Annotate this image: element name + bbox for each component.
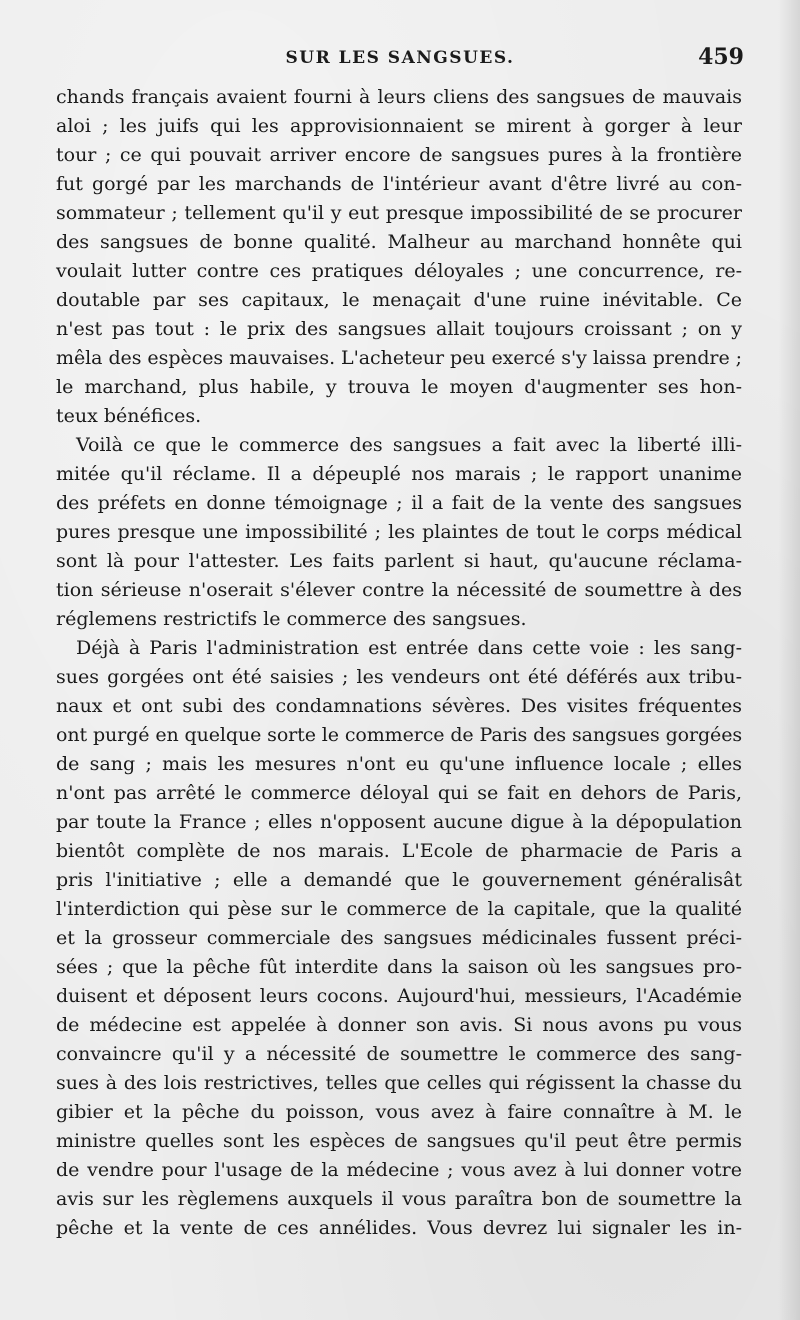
text-line: naux et ont subi des condamnations sévères. Des visites fréquentes <box>56 695 742 717</box>
text-line: aloi ; les juifs qui les approvisionnaient se mirent à gorger à leur <box>56 115 742 137</box>
text-line: pêche et la vente de ces annélides. Vous devrez lui signaler les in- <box>56 1217 742 1239</box>
text-line: sues gorgées ont été saisies ; les vendeurs ont été déférés aux tribu- <box>56 666 742 688</box>
text-line: sont là pour l'attester. Les faits parlent si haut, qu'aucune réclama- <box>56 550 742 572</box>
text-line: pris l'initiative ; elle a demandé que le gouvernement généralisât <box>56 869 742 891</box>
text-line: sées ; que la pêche fût interdite dans la saison où les sangsues pro- <box>56 956 742 978</box>
text-line: Voilà ce que le commerce des sangsues a fait avec la liberté illi- <box>76 434 742 456</box>
text-line: n'ont pas arrêté le commerce déloyal qui se fait en dehors de Paris, <box>56 782 742 804</box>
text-line: de médecine est appelée à donner son avis. Si nous avons pu vous <box>56 1014 742 1036</box>
page-number: 459 <box>698 44 744 70</box>
text-line: mêla des espèces mauvaises. L'acheteur peu exercé s'y laissa prendre ; <box>56 347 742 369</box>
text-line: et la grosseur commerciale des sangsues médicinales fussent préci- <box>56 927 742 949</box>
text-line: bientôt complète de nos marais. L'Ecole de pharmacie de Paris a <box>56 840 742 862</box>
text-line: mitée qu'il réclame. Il a dépeuplé nos marais ; le rapport unanime <box>56 463 742 485</box>
text-line: sommateur ; tellement qu'il y eut presque impossibilité de se procurer <box>56 202 742 224</box>
text-line: ministre quelles sont les espèces de sangsues qu'il peut être permis <box>56 1130 742 1152</box>
text-line: gibier et la pêche du poisson, vous avez à faire connaître à M. le <box>56 1101 742 1123</box>
text-line: de vendre pour l'usage de la médecine ; vous avez à lui donner votre <box>56 1159 742 1181</box>
text-line: duisent et déposent leurs cocons. Aujourd'hui, messieurs, l'Académie <box>56 985 742 1007</box>
text-line: ont purgé en quelque sorte le commerce de Paris des sangsues gorgées <box>56 724 742 746</box>
text-line: réglemens restrictifs le commerce des sangsues. <box>56 608 527 630</box>
text-line: tion sérieuse n'oserait s'élever contre la nécessité de soumettre à des <box>56 579 742 601</box>
text-line: teux bénéfices. <box>56 405 202 427</box>
text-line: avis sur les règlemens auxquels il vous paraîtra bon de soumettre la <box>56 1188 742 1210</box>
text-line: doutable par ses capitaux, le menaçait d'une ruine inévitable. Ce <box>56 289 742 311</box>
text-line: des préfets en donne témoignage ; il a fait de la vente des sangsues <box>56 492 742 514</box>
text-line: l'interdiction qui pèse sur le commerce de la capitale, que la qualité <box>56 898 742 920</box>
body-text <box>56 83 742 1243</box>
text-line: fut gorgé par les marchands de l'intérieur avant d'être livré au con- <box>56 173 742 195</box>
text-line: Déjà à Paris l'administration est entrée dans cette voie : les sang- <box>76 637 742 659</box>
running-head <box>56 44 744 74</box>
text-line: voulait lutter contre ces pratiques déloyales ; une concurrence, re- <box>56 260 742 282</box>
text-line: n'est pas tout : le prix des sangsues allait toujours croissant ; on y <box>56 318 742 340</box>
text-line: sues à des lois restrictives, telles que celles qui régissent la chasse du <box>56 1072 742 1094</box>
text-line: de sang ; mais les mesures n'ont eu qu'une influence locale ; elles <box>56 753 742 775</box>
text-line: chands français avaient fourni à leurs cliens des sangsues de mauvais <box>56 86 742 108</box>
text-line: des sangsues de bonne qualité. Malheur au marchand honnête qui <box>56 231 742 253</box>
text-line: pures presque une impossibilité ; les plaintes de tout le corps médical <box>56 521 742 543</box>
text-line: tour ; ce qui pouvait arriver encore de sangsues pures à la frontière <box>56 144 742 166</box>
running-title: SUR LES SANGSUES. <box>285 48 515 68</box>
text-line: convaincre qu'il y a nécessité de soumettre le commerce des sang- <box>56 1043 742 1065</box>
text-line: par toute la France ; elles n'opposent aucune digue à la dépopulation <box>56 811 742 833</box>
text-line: le marchand, plus habile, y trouva le moyen d'augmenter ses hon- <box>56 376 742 398</box>
